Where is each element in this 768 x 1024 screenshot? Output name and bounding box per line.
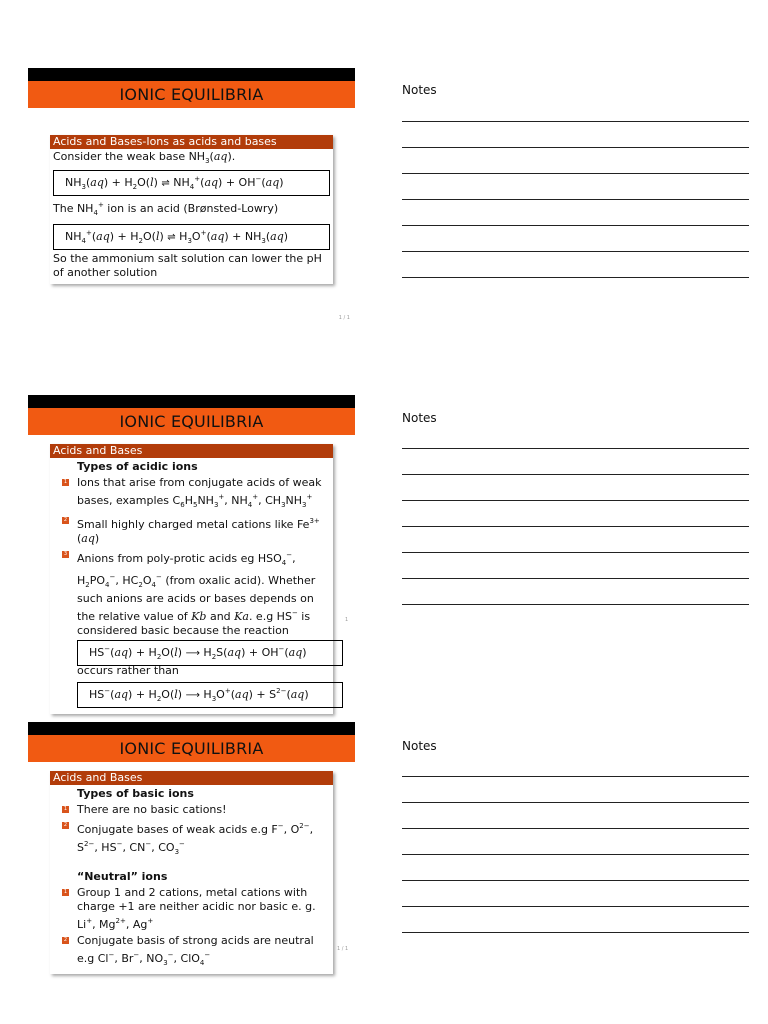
bullet-number-icon: 1 [63, 889, 68, 895]
bullet-number-icon: 2 [63, 937, 68, 943]
block-title: Acids and Bases [50, 771, 333, 785]
content-block [50, 135, 333, 284]
slide-1 [28, 68, 355, 324]
note-line [402, 121, 749, 122]
rather-line: occurs rather than [77, 664, 179, 677]
notes-title: Notes [402, 83, 437, 97]
bullet-number-icon: 3 [63, 551, 68, 557]
slide-title: IONIC EQUILIBRIA [119, 739, 264, 758]
list-item: 1 There are no basic cations! [63, 803, 227, 816]
slide-2 [28, 395, 355, 703]
slide-title-bar [28, 81, 355, 108]
slide-top-bar [28, 722, 355, 735]
bullet-number-icon: 2 [63, 517, 68, 523]
note-line [402, 802, 749, 803]
content-block [50, 771, 333, 974]
equation-box: $NH_4^+(aq) + H_2O(l)$ ⇌ $H_3O^+(aq) + NH_3(aq)$ [53, 224, 330, 250]
list-item: 2 Conjugate bases of weak acids e.g F−, $O^{2-}$, $S^{2-}$, HS−, CN−, $CO_3^-$ [63, 822, 314, 856]
list-item: 2 Conjugate basis of strong acids are neutral e.g Cl−, Br−, $NO_3^-$, ClO$_4$− [63, 934, 314, 967]
note-line [402, 906, 749, 907]
note-line [402, 880, 749, 881]
note-line [402, 277, 749, 278]
conclusion-line: So the ammonium salt solution can lower the pH of another solution [53, 252, 322, 279]
equation-box: $HS^-(aq) + H_2O(l)$ ⟶ $H_2S(aq) + OH^-(aq)$ [77, 640, 343, 666]
acid-line: The $NH_4^+$ ion is an acid (Brønsted-Lowry) [53, 201, 279, 217]
note-line [402, 448, 749, 449]
page-number: 1 / 1 [338, 315, 350, 321]
note-line [402, 932, 749, 933]
list-item: 3 Anions from poly-protic acids eg $HSO_4^-$, $H_2PO_4^-$, $HC_2O_4^-$ (from oxalic acid). Whether such anions are acids or bases depends on the relative value of Kb and Ka. e.g HS− is considered basic because the reaction [63, 551, 316, 637]
block-body [50, 458, 333, 714]
slide-title-bar [28, 735, 355, 762]
bullet-number-icon: 1 [63, 806, 68, 812]
slide-3 [28, 722, 355, 978]
notes-title: Notes [402, 739, 437, 753]
notes-panel-2 [402, 411, 749, 425]
page-mark: 1 [345, 617, 349, 623]
block-body [50, 785, 333, 974]
note-line [402, 604, 749, 605]
bullet-number-icon: 1 [63, 479, 68, 485]
note-line [402, 173, 749, 174]
note-line [402, 474, 749, 475]
intro-line: Consider the weak base $NH_3(aq)$. [53, 150, 236, 165]
list-item: 2 Small highly charged metal cations like $Fe^{3+}(aq)$ [63, 517, 320, 545]
slide-top-bar [28, 395, 355, 408]
slide-title-bar [28, 408, 355, 435]
section-heading: Types of acidic ions [77, 460, 198, 473]
notes-panel-3 [402, 739, 749, 753]
equation-box: $NH_3(aq) + H_2O(l)$ ⇌ $NH_4^+(aq) + OH^-(aq)$ [53, 170, 330, 196]
note-line [402, 251, 749, 252]
notes-title: Notes [402, 411, 437, 425]
slide-title: IONIC EQUILIBRIA [119, 85, 264, 104]
content-block [50, 444, 333, 714]
page-number: 1 / 1 [337, 946, 349, 952]
note-line [402, 776, 749, 777]
block-title: Acids and Bases-Ions as acids and bases [50, 135, 333, 149]
list-item: 1 Ions that arise from conjugate acids of weak bases, examples $C_6H_5NH_3^+$, $NH_4^+$, $CH_3NH_3^+$ [63, 476, 322, 509]
section-heading: “Neutral” ions [77, 870, 168, 883]
note-line [402, 500, 749, 501]
slide-title: IONIC EQUILIBRIA [119, 412, 264, 431]
note-line [402, 526, 749, 527]
block-title: Acids and Bases [50, 444, 333, 458]
notes-panel-1 [402, 83, 749, 97]
equation-box: $HS^-(aq) + H_2O(l)$ ⟶ $H_3O^+(aq) + S^{2-}(aq)$ [77, 682, 343, 708]
note-line [402, 854, 749, 855]
list-item: 1 Group 1 and 2 cations, metal cations with charge +1 are neither acidic nor basic e. g. Li+, $Mg^{2+}$, Ag+ [63, 886, 316, 931]
section-heading: Types of basic ions [77, 787, 194, 800]
block-body [50, 149, 333, 284]
note-line [402, 225, 749, 226]
slide-top-bar [28, 68, 355, 81]
bullet-number-icon: 2 [63, 822, 68, 828]
note-line [402, 578, 749, 579]
note-line [402, 552, 749, 553]
note-line [402, 828, 749, 829]
note-line [402, 199, 749, 200]
note-line [402, 147, 749, 148]
